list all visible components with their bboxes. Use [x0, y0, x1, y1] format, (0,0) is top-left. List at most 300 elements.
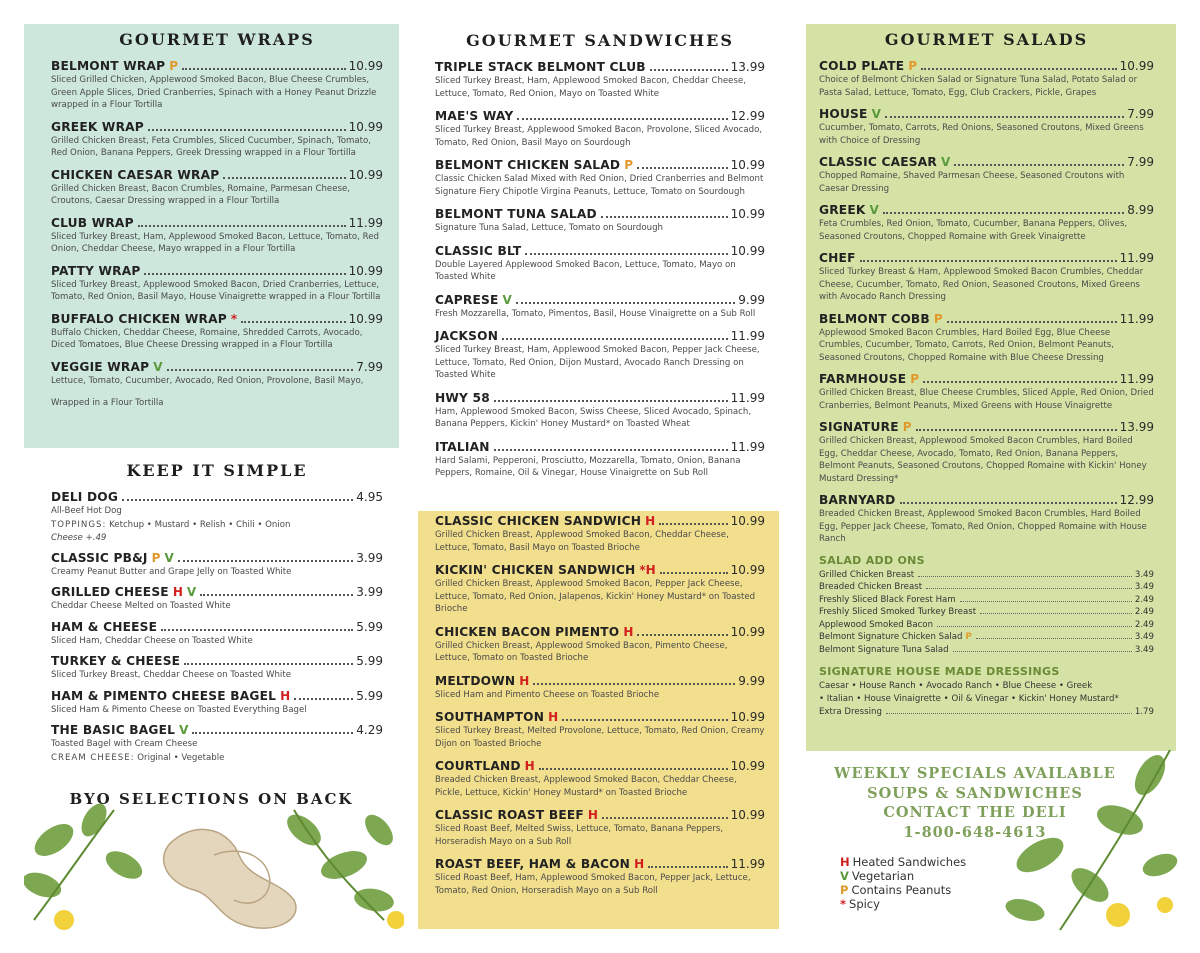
- leader-dots: [494, 449, 728, 451]
- legend-text: Spicy: [849, 897, 880, 911]
- item-name: BUFFALO CHICKEN WRAP: [51, 311, 227, 326]
- item-price: 9.99: [738, 673, 765, 688]
- menu-item-signature: [819, 420, 1154, 485]
- item-description: Grilled Chicken Breast, Applewood Smoked Bacon, Pimento Cheese, Lettuce, Tomato on Toasted Brioche: [435, 640, 728, 663]
- menu-item-basic-bagel: [51, 723, 383, 764]
- specials-line: WEEKLY SPECIALS AVAILABLE: [834, 765, 1116, 782]
- item-tag: H: [519, 673, 530, 688]
- leader-dots: [960, 601, 1132, 602]
- item-price: 11.99: [1119, 251, 1154, 265]
- leader-dots: [918, 576, 1132, 577]
- item-price: 7.99: [356, 359, 383, 374]
- item-tag: P: [624, 158, 633, 172]
- item-name: BELMONT COBB: [819, 311, 930, 326]
- hot-sandwiches-section: [418, 511, 779, 929]
- item-name: HWY 58: [435, 390, 490, 405]
- item-tag: H: [172, 585, 183, 599]
- menu-item-southampton: [435, 710, 765, 750]
- leader-dots: [648, 866, 728, 868]
- item-price: 8.99: [1127, 203, 1154, 217]
- leader-dots: [860, 260, 1117, 262]
- item-name: CLASSIC BLT: [435, 243, 522, 258]
- menu-item-classic-roast-beef: [435, 808, 765, 848]
- item-tag: *H: [639, 563, 656, 577]
- salad-addons-list: [819, 569, 1154, 657]
- item-description: Sliced Ham, Cheddar Cheese on Toasted White: [51, 635, 253, 646]
- item-name: GREEK WRAP: [51, 119, 144, 134]
- cream-cheese-options: Original • Vegetable: [137, 752, 225, 763]
- item-name: SOUTHAMPTON: [435, 710, 545, 724]
- salad-addons-title: SALAD ADD ONS: [819, 553, 925, 567]
- item-price: 5.99: [356, 688, 383, 703]
- addon-name: Applewood Smoked Bacon: [819, 619, 934, 630]
- leaves-illustration: [1000, 745, 1180, 935]
- leader-dots: [637, 167, 728, 169]
- item-price: 10.99: [730, 243, 765, 258]
- item-price: 11.99: [348, 215, 383, 230]
- item-price: 11.99: [730, 390, 765, 405]
- item-description: Sliced Turkey Breast, Applewood Smoked Bacon, Dried Cranberries, Lettuce, Tomato, Red Onion, Basil Mayo, House Vinaigrette wrapped in a Flour Tortilla: [51, 279, 381, 302]
- leader-dots: [533, 683, 735, 685]
- leader-dots: [200, 594, 353, 596]
- item-description: Grilled Chicken Breast, Blue Cheese Crumbles, Sliced Apple, Red Onion, Dried Cranberries, Belmont Peanuts, Mixed Greens with House Vinaigrette: [819, 388, 1154, 411]
- item-tag: H: [548, 710, 559, 724]
- item-name: CHICKEN BACON PIMENTO: [435, 624, 620, 639]
- menu-item-meltdown: [435, 674, 765, 702]
- addon-price: 2.49: [1134, 619, 1154, 630]
- leader-dots: [138, 225, 346, 227]
- item-tag: H: [587, 808, 598, 822]
- menu-item-triple-stack-belmont-club: [435, 60, 765, 100]
- legend-text: Vegetarian: [851, 869, 915, 883]
- item-price: 13.99: [1119, 420, 1154, 434]
- item-tag: P: [910, 372, 920, 386]
- item-tag: V: [164, 550, 174, 565]
- menu-item-greek: [819, 203, 1154, 243]
- item-name: CLUB WRAP: [51, 215, 134, 230]
- menu-item-farmhouse: [819, 372, 1154, 412]
- item-tag: P: [169, 59, 179, 73]
- item-name: FARMHOUSE: [819, 372, 907, 386]
- addon-name: Belmont Signature Tuna Salad: [819, 645, 949, 656]
- leader-dots: [122, 499, 353, 501]
- salad-addon: [819, 619, 1154, 632]
- item-name: HAM & PIMENTO CHEESE BAGEL: [51, 688, 277, 703]
- item-price: 11.99: [1119, 372, 1154, 386]
- item-description: Wrapped in a Flour Tortilla: [51, 398, 164, 408]
- addon-price: 3.49: [1134, 645, 1154, 656]
- wraps-list: [51, 59, 383, 410]
- item-price: 10.99: [348, 59, 383, 73]
- item-name: BELMONT CHICKEN SALAD: [435, 158, 621, 172]
- legend-row: [840, 883, 966, 897]
- item-price: 10.99: [730, 808, 765, 822]
- menu-item-deli-dog: [51, 490, 383, 545]
- item-tag: V: [869, 203, 879, 217]
- hot-sandwiches-list: [435, 514, 765, 897]
- menu-item-barnyard: [819, 493, 1154, 546]
- item-description: Fresh Mozzarella, Tomato, Pimentos, Basil, House Vinaigrette on a Sub Roll: [435, 308, 756, 319]
- item-description: Sliced Turkey Breast, Applewood Smoked Bacon, Provolone, Sliced Avocado, Tomato, Red Onion, Basil Mayo on Sourdough: [435, 125, 763, 148]
- leader-dots: [539, 768, 728, 770]
- item-name: BELMONT WRAP: [51, 59, 166, 73]
- leader-dots: [516, 302, 735, 304]
- simple-title: KEEP IT SIMPLE: [126, 461, 308, 480]
- menu-item-ham-pimento-cheese-bagel: [51, 689, 383, 717]
- menu-item-cold-plate: [819, 59, 1154, 99]
- item-description: Sliced Turkey Breast, Ham, Applewood Smoked Bacon, Cheddar Cheese, Lettuce, Tomato, Red Onion, Mayo on Toasted White: [435, 76, 746, 99]
- item-price: 5.99: [356, 654, 383, 668]
- toppings-line: [51, 519, 383, 532]
- item-name: CAPRESE: [435, 292, 499, 307]
- menu-item-italian: [435, 440, 765, 480]
- leader-dots: [923, 381, 1117, 383]
- deli-phone: 1-800-648-4613: [903, 823, 1047, 841]
- item-tag: V: [502, 292, 512, 307]
- item-name: CLASSIC CAESAR: [819, 155, 937, 169]
- item-name: KICKIN' CHICKEN SANDWICH: [435, 563, 636, 577]
- leader-dots: [182, 68, 346, 70]
- item-name: CLASSIC PB&J: [51, 550, 148, 565]
- leader-dots: [602, 817, 728, 819]
- item-price: 11.99: [730, 329, 765, 343]
- menu-item-classic-pb-j: [51, 551, 383, 579]
- leader-dots: [921, 68, 1117, 70]
- leader-dots: [637, 634, 727, 636]
- menu-item-chicken-caesar-wrap: [51, 168, 383, 208]
- item-price: 10.99: [730, 207, 765, 221]
- item-name: GREEK: [819, 203, 866, 217]
- menu-item-hwy-58: [435, 391, 765, 431]
- item-price: 4.95: [356, 490, 383, 504]
- item-tag: V: [940, 155, 951, 169]
- menu-item-veggie-wrap: [51, 360, 383, 410]
- item-name: ITALIAN: [435, 439, 490, 454]
- item-tag: H: [623, 624, 634, 639]
- specials-line: SOUPS & SANDWICHES: [867, 784, 1083, 802]
- item-name: GRILLED CHEESE: [51, 585, 169, 599]
- salad-addon: [819, 594, 1154, 607]
- menu-item-patty-wrap: [51, 264, 383, 304]
- item-tag: V: [871, 107, 881, 121]
- item-description: Sliced Roast Beef, Melted Swiss, Lettuce, Tomato, Banana Peppers, Horseradish Mayo on a Sub Roll: [435, 824, 724, 847]
- item-name: PATTY WRAP: [51, 263, 141, 278]
- item-price: 10.99: [730, 710, 765, 724]
- salads-section: [806, 24, 1176, 751]
- leader-dots: [184, 663, 353, 665]
- item-description: Sliced Turkey Breast, Ham, Applewood Smoked Bacon, Pepper Jack Cheese, Lettuce, Tomato, Red Onion, Dijon Mustard, Avocado Ranch Dressing on Toasted White: [435, 345, 760, 380]
- menu-item-belmont-wrap: [51, 59, 383, 112]
- item-name: MAE'S WAY: [435, 109, 514, 123]
- item-price: 7.99: [1127, 155, 1154, 169]
- dressings-line: • Italian • House Vinaigrette • Oil & Vinegar • Kickin' Honey Mustard*: [819, 694, 1119, 705]
- item-description: Cucumber, Tomato, Carrots, Red Onions, Seasoned Croutons, Mixed Greens with Choice of Dressing: [819, 123, 1144, 146]
- item-description: Chopped Romaine, Shaved Parmesan Cheese, Seasoned Croutons with Caesar Dressing: [819, 171, 1125, 194]
- item-description: Sliced Turkey Breast, Cheddar Cheese on Toasted White: [51, 670, 291, 680]
- legend-symbol: H: [840, 855, 850, 869]
- legend-symbol: *: [840, 897, 847, 911]
- item-description: Double Layered Applewood Smoked Bacon, Lettuce, Tomato, Mayo on Toasted White: [435, 259, 736, 282]
- peanut-tag: P: [965, 632, 972, 643]
- item-price: 11.99: [730, 439, 765, 454]
- item-description: Ham, Applewood Smoked Bacon, Swiss Cheese, Sliced Avocado, Spinach, Banana Peppers, Kickin' Honey Mustard* on Toasted Wheat: [435, 406, 752, 429]
- item-name: CHICKEN CAESAR WRAP: [51, 167, 220, 182]
- addon-name: Belmont Signature Chicken Salad: [819, 632, 963, 643]
- item-description: Grilled Chicken Breast, Applewood Smoked Bacon Crumbles, Hard Boiled Egg, Cheddar Cheese, Avocado, Tomato, Red Onion, Banana Peppers, Belmont Peanuts, Seasoned Croutons, Chopped Romaine with Kickin' Honey Mustard Dressing*: [819, 436, 1147, 484]
- item-description: Sliced Turkey Breast, Melted Provolone, Lettuce, Tomato, Red Onion, Creamy Dijon on Toasted Brioche: [435, 726, 765, 749]
- leader-dots: [954, 164, 1124, 166]
- menu-item-courtland: [435, 759, 765, 799]
- menu-item-kickin-chicken-sandwich: [435, 563, 765, 616]
- item-price: 10.99: [730, 158, 765, 172]
- leader-dots: [494, 400, 728, 402]
- item-name: ROAST BEEF, HAM & BACON: [435, 857, 631, 871]
- cream-cheese-line: [51, 752, 383, 765]
- leader-dots: [976, 638, 1132, 639]
- simple-section: [24, 456, 399, 772]
- menu-item-club-wrap: [51, 216, 383, 256]
- leader-dots: [980, 613, 1132, 614]
- item-price: 10.99: [348, 167, 383, 182]
- item-name: CHEF: [819, 251, 856, 265]
- menu-item-greek-wrap: [51, 120, 383, 160]
- leader-dots: [223, 177, 345, 179]
- menu-item-classic-chicken-sandwich: [435, 514, 765, 554]
- legend-text: Contains Peanuts: [851, 883, 952, 897]
- item-description: Applewood Smoked Bacon Crumbles, Hard Boiled Egg, Blue Cheese Crumbles, Cucumber, Tomato, Carrots, Red Onion, Belmont Peanuts, Seasoned Croutons, Chopped Romaine with Blue Cheese Dressing: [819, 327, 1114, 363]
- menu-item-mae-s-way: [435, 109, 765, 149]
- simple-list: [51, 551, 383, 717]
- item-price: 10.99: [348, 311, 383, 326]
- cream-cheese-label: CREAM CHEESE:: [51, 752, 135, 763]
- item-name: VEGGIE WRAP: [51, 359, 150, 374]
- item-tag: H: [634, 857, 645, 871]
- item-description: Buffalo Chicken, Cheddar Cheese, Romaine, Shredded Carrots, Avocado, Diced Tomatoes, Blue Cheese Dressing wrapped in a Flour Tortilla: [51, 327, 363, 350]
- wraps-title: GOURMET WRAPS: [119, 30, 315, 49]
- item-tag: P: [908, 59, 918, 73]
- item-tag: *: [230, 311, 238, 326]
- item-name: CLASSIC ROAST BEEF: [435, 808, 584, 822]
- salads-list: [819, 59, 1154, 546]
- vegetarian-tag: V: [179, 723, 189, 737]
- leader-dots: [953, 651, 1132, 652]
- leader-dots: [885, 116, 1124, 118]
- item-name: SIGNATURE: [819, 420, 899, 434]
- item-description: Hard Salami, Pepperoni, Prosciutto, Mozzarella, Tomato, Onion, Banana Peppers, Romaine, Oil & Vinegar, House Vinaigrette on Sub Roll: [435, 455, 741, 478]
- dressings-line: Caesar • House Ranch • Avocado Ranch • Blue Cheese • Greek: [819, 680, 1093, 691]
- salad-addon: [819, 581, 1154, 594]
- menu-item-classic-blt: [435, 244, 765, 284]
- item-description: Classic Chicken Salad Mixed with Red Onion, Dried Cranberries and Belmont Signature Fiery Chipotle Virgina Peanuts, Lettuce, Tomato on Sourdough: [435, 174, 764, 197]
- leader-dots: [525, 253, 727, 255]
- leader-dots: [937, 626, 1132, 627]
- item-tag: H: [645, 514, 656, 528]
- item-price: 10.99: [730, 759, 765, 773]
- salads-title: GOURMET SALADS: [884, 30, 1089, 49]
- item-name: COURTLAND: [435, 759, 521, 773]
- leader-dots: [167, 369, 354, 371]
- leader-dots: [916, 429, 1117, 431]
- salad-addon: [819, 569, 1154, 582]
- item-description: Signature Tuna Salad, Lettuce, Tomato on Sourdough: [435, 223, 663, 233]
- item-tag: H: [280, 688, 291, 703]
- addon-name: Freshly Sliced Smoked Turkey Breast: [819, 607, 977, 618]
- item-description: Choice of Belmont Chicken Salad or Signature Tuna Salad, Potato Salad or Pasta Salad, Lettuce, Tomato, Egg, Club Crackers, Pickle, Grapes: [819, 75, 1138, 98]
- item-name: TURKEY & CHEESE: [51, 654, 181, 668]
- item-price: 11.99: [730, 857, 765, 871]
- leader-dots: [659, 523, 727, 525]
- menu-item-house: [819, 107, 1154, 147]
- leader-dots: [241, 321, 346, 323]
- item-price: 4.29: [356, 723, 383, 737]
- item-price: 10.99: [348, 263, 383, 278]
- menu-item-ham-cheese: [51, 620, 383, 648]
- menu-item-grilled-cheese: [51, 585, 383, 613]
- leader-dots: [144, 273, 345, 275]
- addon-name: Breaded Chicken Breast: [819, 582, 923, 593]
- leader-dots: [562, 719, 727, 721]
- item-name: BARNYARD: [819, 493, 896, 507]
- item-price: 10.99: [348, 119, 383, 134]
- leader-dots: [178, 560, 354, 562]
- leader-dots: [926, 588, 1132, 589]
- specials-line: CONTACT THE DELI: [883, 804, 1067, 821]
- leader-dots: [886, 713, 1132, 714]
- item-name: JACKSON: [435, 329, 499, 343]
- item-price: 5.99: [356, 619, 383, 634]
- menu-item-chef: [819, 251, 1154, 304]
- item-name: THE BASIC BAGEL: [51, 723, 176, 737]
- leader-dots: [601, 216, 728, 218]
- item-description: Grilled Chicken Breast, Bacon Crumbles, Romaine, Parmesan Cheese, Croutons, Caesar Dressing wrapped in a Flour Tortilla: [51, 183, 350, 206]
- byo-note: BYO SELECTIONS ON BACK: [69, 790, 354, 808]
- item-description: Sliced Turkey Breast, Ham, Applewood Smoked Bacon, Lettuce, Tomato, Red Onion, Cheddar Cheese, Mayo wrapped in a Flour Tortilla: [51, 231, 379, 254]
- item-description: Sliced Turkey Breast & Ham, Applewood Smoked Bacon Crumbles, Cheddar Cheese, Cucumber, Tomato, Red Onion, Seasoned Croutons, Mixed Greens with Avocado Ranch Dressing: [819, 267, 1144, 302]
- item-description: Cheddar Cheese Melted on Toasted White: [51, 601, 231, 611]
- menu-item-roast-beef-ham-bacon: [435, 857, 765, 897]
- item-price: 10.99: [730, 514, 765, 528]
- item-price: 13.99: [730, 60, 765, 74]
- item-description: Grilled Chicken Breast, Applewood Smoked Bacon, Pepper Jack Cheese, Lettuce, Tomato, Red Onion, Jalapenos, Kickin' Honey Mustard* on Toasted Brioche: [435, 579, 756, 614]
- dressings-title: SIGNATURE HOUSE MADE DRESSINGS: [819, 664, 1060, 678]
- item-name: COLD PLATE: [819, 59, 905, 73]
- item-tag: V: [186, 585, 197, 599]
- salad-addon: [819, 606, 1154, 619]
- item-name: TRIPLE STACK BELMONT CLUB: [435, 60, 646, 74]
- wraps-section: [24, 24, 399, 448]
- item-description: Sliced Ham & Pimento Cheese on Toasted Everything Bagel: [51, 704, 307, 715]
- addon-price: 3.49: [1134, 582, 1154, 593]
- toppings-label: TOPPINGS:: [51, 519, 107, 530]
- legend-symbol: P: [840, 883, 849, 897]
- menu-item-caprese: [435, 293, 765, 321]
- item-description: All-Beef Hot Dog: [51, 506, 122, 516]
- item-tag: H: [524, 759, 535, 773]
- legend: [840, 855, 966, 911]
- sandwiches-list: [435, 60, 765, 480]
- addon-name: Grilled Chicken Breast: [819, 569, 915, 580]
- addon-price: 1.79: [1134, 706, 1154, 717]
- item-description: Toasted Bagel with Cream Cheese: [51, 739, 198, 749]
- cheese-option: Cheese +.49: [51, 533, 107, 543]
- item-tag: V: [153, 359, 163, 374]
- item-name: CLASSIC CHICKEN SANDWICH: [435, 514, 642, 528]
- item-price: 10.99: [730, 624, 765, 639]
- item-description: Breaded Chicken Breast, Applewood Smoked Bacon, Cheddar Cheese, Pickle, Lettuce, Kickin' Honey Mustard* on Toasted Brioche: [435, 775, 737, 798]
- item-price: 12.99: [1119, 493, 1154, 507]
- menu-item-belmont-cobb: [819, 312, 1154, 365]
- item-name: HOUSE: [819, 107, 868, 121]
- salad-addon: [819, 631, 1154, 644]
- legend-row: [840, 855, 966, 869]
- sandwiches-title: GOURMET SANDWICHES: [466, 31, 734, 50]
- item-price: 12.99: [730, 109, 765, 123]
- sandwiches-section: [418, 24, 779, 489]
- leader-dots: [192, 732, 353, 734]
- item-price: 3.99: [356, 585, 383, 599]
- item-description: Sliced Grilled Chicken, Applewood Smoked Bacon, Blue Cheese Crumbles, Green Apple Slices, Dried Cranberries, Spinach with a Honey Peanut Drizzle wrapped in a Flour Tortilla: [51, 75, 377, 110]
- item-description: Breaded Chicken Breast, Applewood Smoked Bacon Crumbles, Hard Boiled Egg, Pepper Jack Cheese, Tomato, Red Onion, Chopped Romaine with House Ranch: [819, 509, 1147, 544]
- item-price: 7.99: [1127, 107, 1154, 121]
- legend-row: [840, 897, 966, 911]
- legend-row: [840, 869, 966, 883]
- item-name: DELI DOG: [51, 490, 119, 504]
- item-description: Feta Crumbles, Red Onion, Tomato, Cucumber, Banana Peppers, Olives, Seasoned Croutons, Chopped Romaine with Greek Vinaigrette: [819, 219, 1128, 242]
- leader-dots: [660, 572, 728, 574]
- item-tag: P: [902, 420, 912, 434]
- extra-dressing: [819, 706, 1154, 719]
- legend-symbol: V: [840, 869, 849, 883]
- menu-item-turkey-cheese: [51, 654, 383, 682]
- item-description: Grilled Chicken Breast, Feta Crumbles, Sliced Cucumber, Spinach, Tomato, Red Onion, Banana Peppers, Greek Dressing wrapped in a Flour Tortilla: [51, 135, 372, 158]
- leader-dots: [161, 629, 353, 631]
- menu-item-chicken-bacon-pimento: [435, 625, 765, 665]
- addon-name: Freshly Sliced Black Forest Ham: [819, 594, 956, 605]
- addon-price: 3.49: [1134, 632, 1154, 643]
- item-name: MELTDOWN: [435, 673, 516, 688]
- addon-price: 3.49: [1134, 569, 1154, 580]
- menu-item-classic-caesar: [819, 155, 1154, 195]
- leader-dots: [294, 698, 353, 700]
- leader-dots: [502, 338, 728, 340]
- addon-price: 2.49: [1134, 607, 1154, 618]
- addon-price: 2.49: [1134, 594, 1154, 605]
- item-price: 3.99: [356, 550, 383, 565]
- menu-item-belmont-chicken-salad: [435, 158, 765, 198]
- item-tag: P: [933, 311, 943, 326]
- menu-item-jackson: [435, 329, 765, 382]
- item-price: 10.99: [730, 563, 765, 577]
- leader-dots: [883, 212, 1125, 214]
- item-description: Lettuce, Tomato, Cucumber, Avocado, Red Onion, Provolone, Basil Mayo,: [51, 375, 364, 386]
- leader-dots: [148, 129, 346, 131]
- item-tag: P: [151, 550, 161, 565]
- menu-item-belmont-tuna-salad: [435, 207, 765, 235]
- item-description: Sliced Ham and Pimento Cheese on Toasted Brioche: [435, 689, 660, 700]
- leader-dots: [650, 69, 728, 71]
- item-price: 9.99: [738, 292, 765, 307]
- item-description: Sliced Roast Beef, Ham, Applewood Smoked Bacon, Pepper Jack, Lettuce, Tomato, Red Onion, Horseradish Mayo on a Sub Roll: [435, 873, 751, 896]
- leader-dots: [900, 502, 1117, 504]
- item-name: HAM & CHEESE: [51, 619, 158, 634]
- leader-dots: [947, 321, 1117, 323]
- toppings-list: Ketchup • Mustard • Relish • Chili • Onion: [109, 519, 291, 530]
- legend-text: Heated Sandwiches: [852, 855, 967, 869]
- menu-item-buffalo-chicken-wrap: [51, 312, 383, 352]
- item-description: Grilled Chicken Breast, Applewood Smoked Bacon, Cheddar Cheese, Lettuce, Tomato, Basil Mayo on Toasted Brioche: [435, 530, 729, 553]
- leader-dots: [517, 118, 727, 120]
- item-price: 11.99: [1119, 311, 1154, 326]
